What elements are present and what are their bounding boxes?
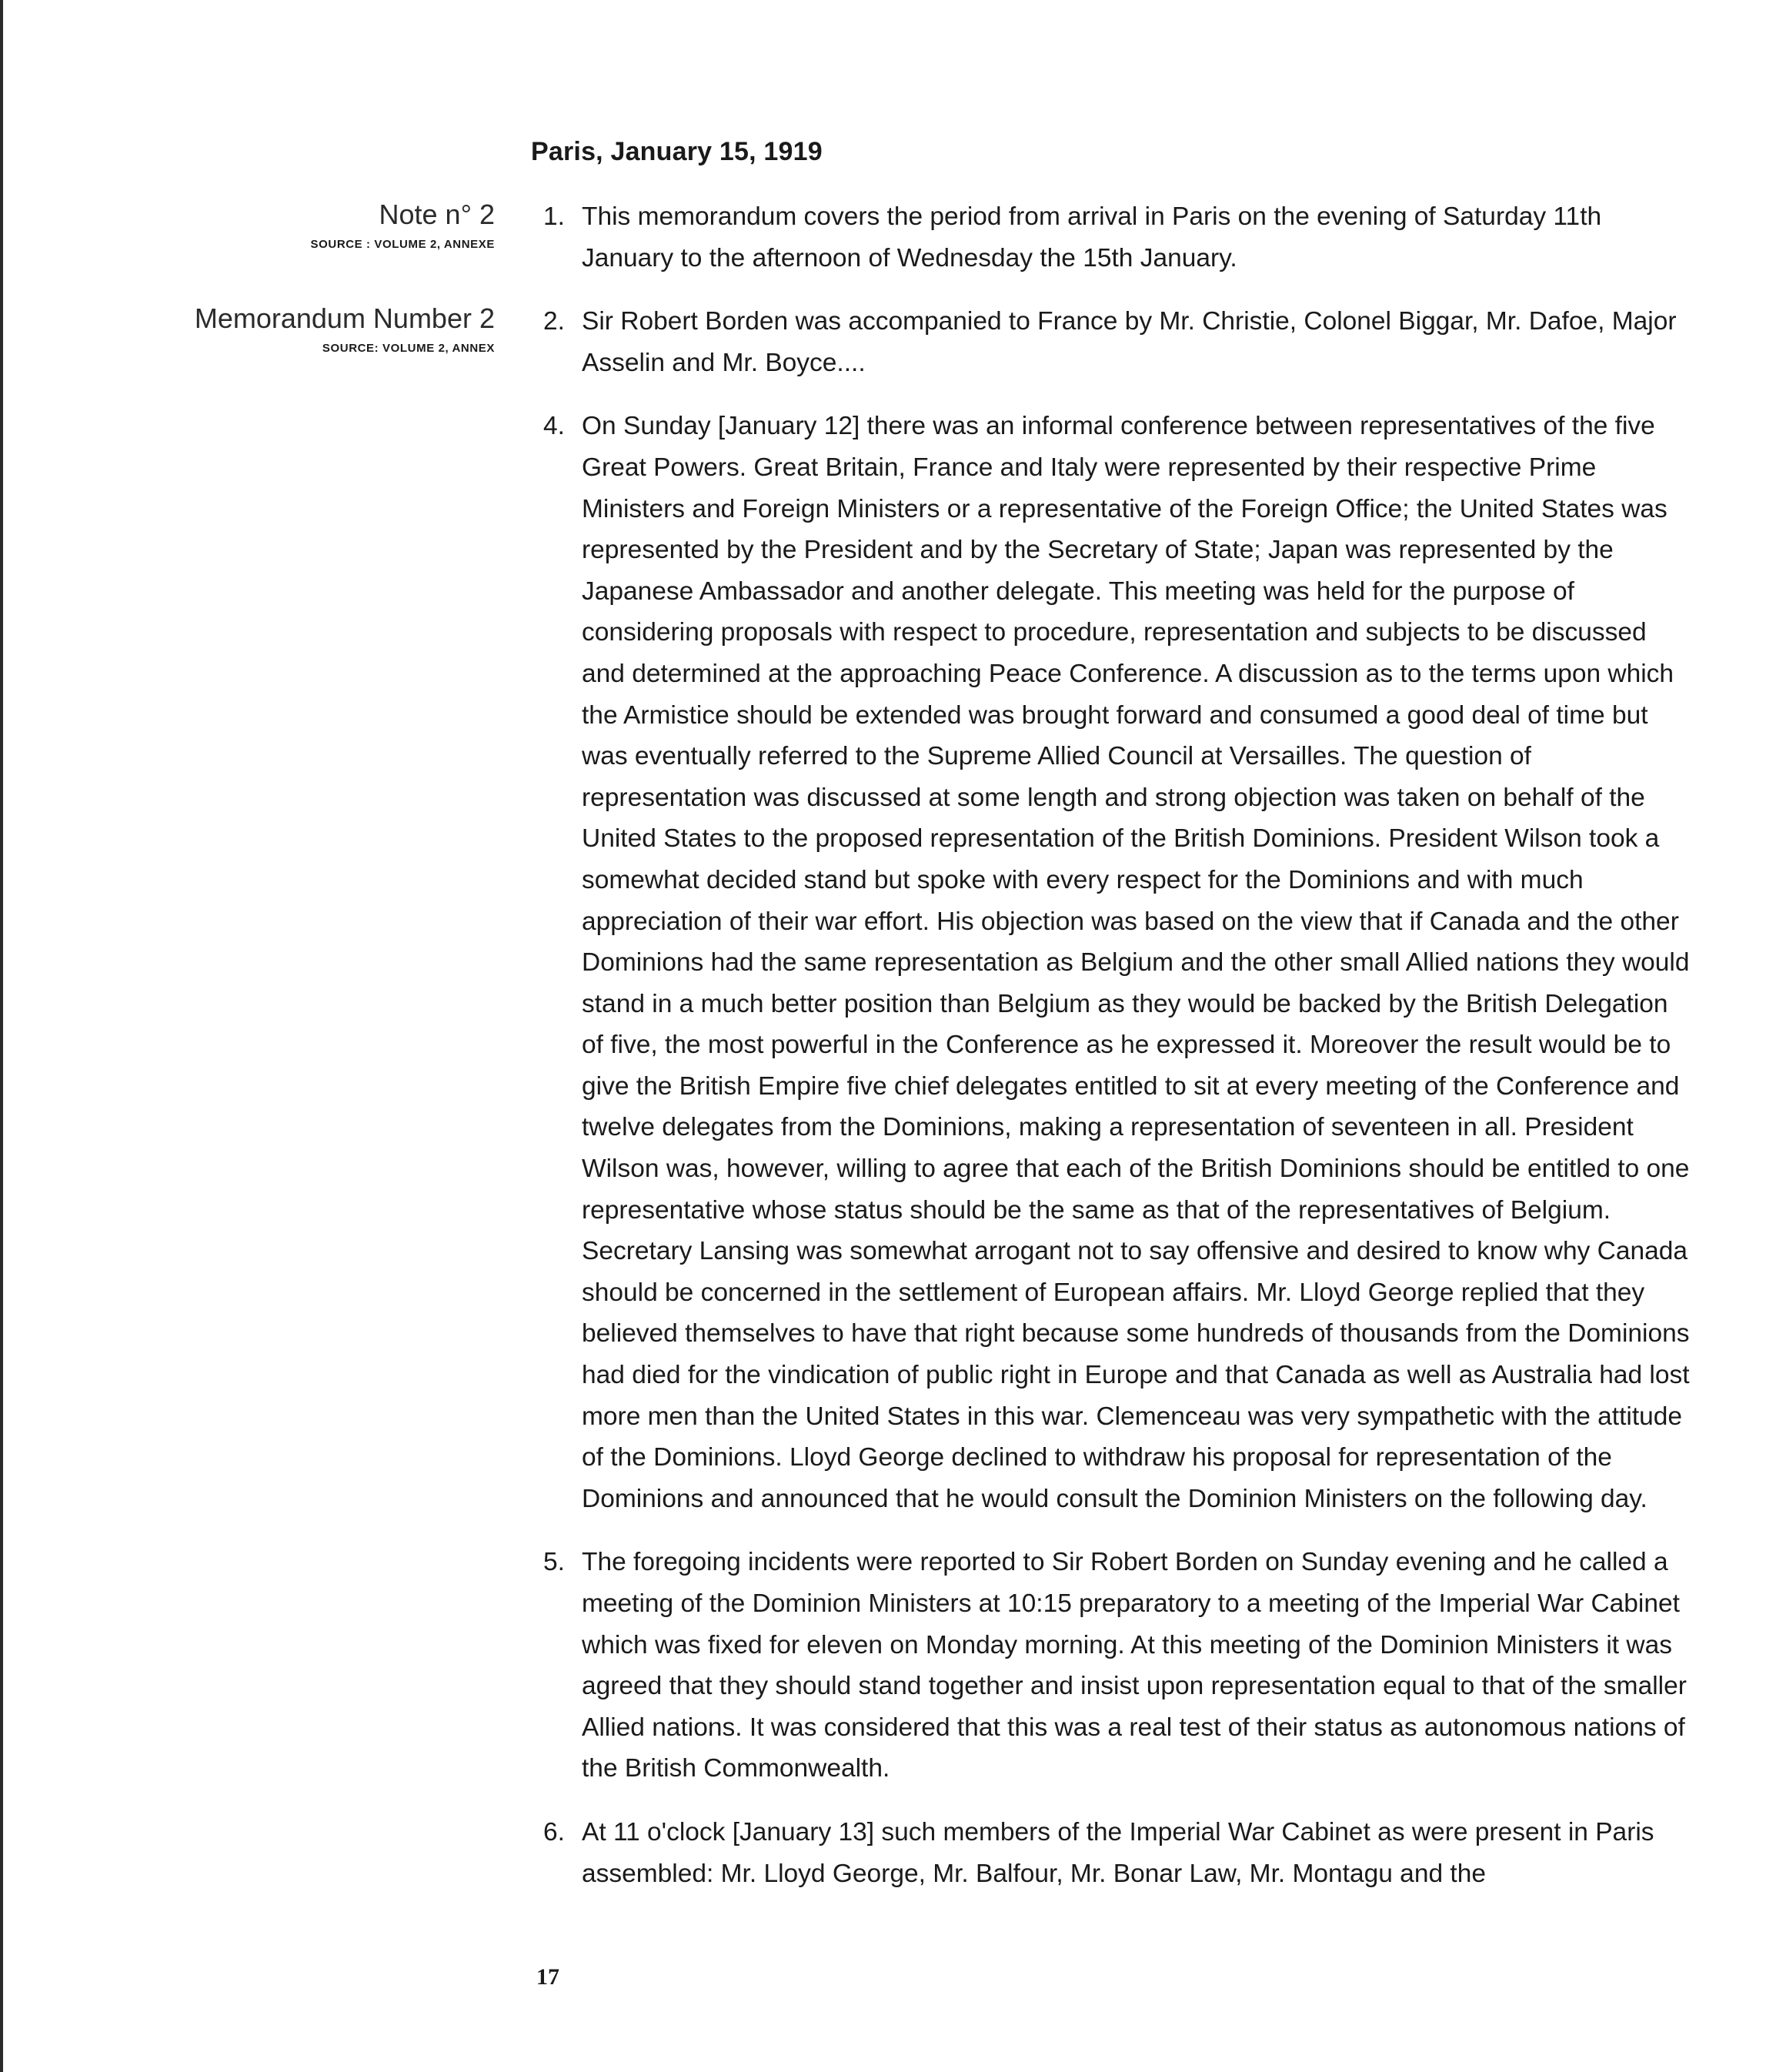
paragraph-text: This memorandum covers the period from arrival in Paris on the evening of Saturday 11th January to the afternoon of Wednesday the 15th January. [582,202,1602,272]
paragraph-number: 6. [543,1817,565,1846]
paragraph-6 [543,1812,1690,1894]
paragraph-text: At 11 o'clock [January 13] such members of the Imperial War Cabinet as were present in Paris assembled: Mr. Lloyd George, Mr. Balfour, Mr. Bonar Law, Mr. Montagu and the [582,1817,1654,1888]
paragraph-5 [543,1542,1690,1790]
memorandum-body [543,196,1690,1917]
margin-note-source: SOURCE : VOLUME 2, ANNEXE [310,238,495,251]
page-heading: Paris, January 15, 1919 [531,137,823,166]
paragraph-number: 2. [543,307,565,336]
paragraph-number: 5. [543,1548,565,1577]
margin-note-title: Note n° 2 [379,199,495,230]
page-edge-shadow [0,0,3,2072]
page-number: 17 [536,1964,559,1990]
paragraph-text: On Sunday [January 12] there was an informal conference between representatives of the five Great Powers. Great Britain, France and Italy were represented by their respective Prime Ministers and Foreign Ministers or a representative of the Foreign Office; the United States was represented by the President and by the Secretary of State; Japan was represented by the Japanese Ambassador and another delegate. This meeting was held for the purpose of considering proposals with respect to procedure, representation and subjects to be discussed and determined at the approaching Peace Conference. A discussion as to the terms upon which the Armistice should be extended was brought forward and consumed a good deal of time but was eventually referred to the Supreme Allied Council at Versailles. The question of representation was discussed at some length and strong objection was taken on behalf of the United States to the proposed representation of the British Dominions. President Wilson took a somewhat decided stand but spoke with every respect for the Dominions and with much appreciation of their war effort. His objection was based on the view that if Canada and the other Dominions had the same representation as Belgium and the other small Allied nations they would stand in a much better position than Belgium as they would be backed by the British Delegation of five, the most powerful in the Conference as he expressed it. Moreover the result would be to give the British Empire five chief delegates entitled to sit at every meeting of the Conference and twelve delegates from the Dominions, making a representation of seventeen in all. President Wilson was, however, willing to agree that each of the British Dominions should be entitled to one representative whose status should be the same as that of the representatives of Belgium. Secretary Lansing was somewhat arrogant not to say offensive and desired to know why Canada should be concerned in the settlement of European affairs. Mr. Lloyd George replied that they believed themselves to have that right because some hundreds of thousands from the Dominions had died for the vindication of public right in Europe and that Canada as well as Australia had lost more men than the United States in this war. Clemenceau was very sympathetic with the attitude of the Dominions. Lloyd George declined to withdraw his proposal for representation of the Dominions and announced that he would consult the Dominion Ministers on the following day. [582,412,1690,1513]
paragraph-number: 4. [543,412,565,441]
margin-note-2 [195,302,495,355]
paragraph-2 [543,301,1690,383]
paragraph-number: 1. [543,202,565,231]
margin-note-source: SOURCE: VOLUME 2, ANNEX [322,342,495,355]
paragraph-text: The foregoing incidents were reported to Sir Robert Borden on Sunday evening and he called a meeting of the Dominion Ministers at 10:15 preparatory to a meeting of the Imperial War Cabinet which was fixed for eleven on Monday morning. At this meeting of the Dominion Ministers it was agreed that they should stand together and insist upon representation equal to that of the smaller Allied nations. It was considered that this was a real test of their status as autonomous nations of the British Commonwealth. [582,1548,1687,1783]
paragraph-1 [543,196,1690,279]
paragraph-text: Sir Robert Borden was accompanied to France by Mr. Christie, Colonel Biggar, Mr. Dafoe, Major Asselin and Mr. Boyce.... [582,307,1677,377]
paragraph-4 [543,406,1690,1519]
margin-note-1 [311,198,495,251]
margin-note-title: Memorandum Number 2 [194,302,495,334]
